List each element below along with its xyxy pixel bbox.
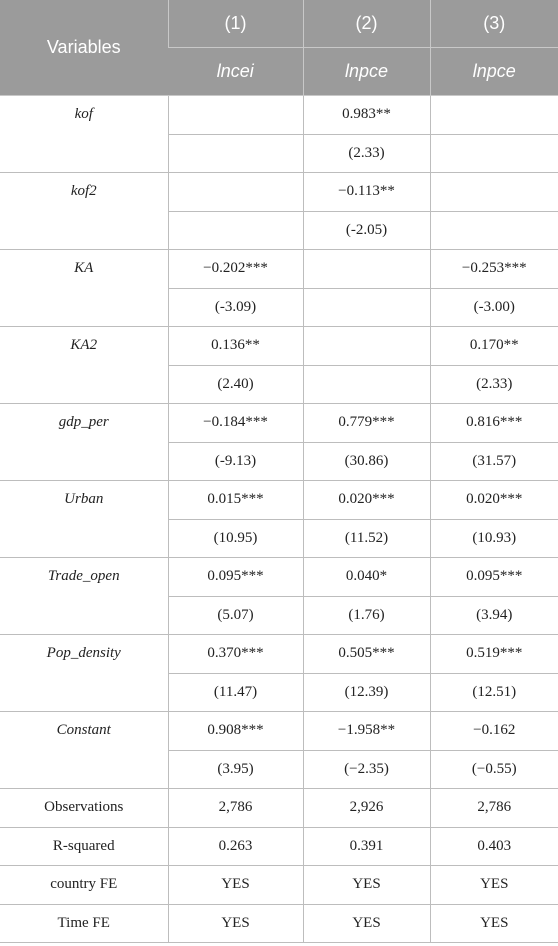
tstat-cell: (12.39): [303, 673, 430, 712]
variable-name: Urban: [0, 481, 168, 558]
statistic-value: YES: [303, 866, 430, 905]
tstat-cell: (2.33): [303, 134, 430, 173]
table-row: [0, 789, 558, 828]
variable-name: KA2: [0, 327, 168, 404]
tstat-cell: (10.93): [430, 519, 558, 558]
tstat-cell: [430, 211, 558, 250]
statistic-value: 2,786: [168, 789, 303, 828]
tstat-cell: (10.95): [168, 519, 303, 558]
tstat-cell: (11.47): [168, 673, 303, 712]
tstat-cell: (12.51): [430, 673, 558, 712]
statistic-value: 0.263: [168, 827, 303, 866]
table-row: [0, 250, 558, 289]
coefficient-cell: [168, 173, 303, 212]
coefficient-cell: [303, 250, 430, 289]
statistic-value: 2,926: [303, 789, 430, 828]
coefficient-cell: [430, 96, 558, 135]
coefficient-cell: 0.020***: [303, 481, 430, 520]
table-row: [0, 404, 558, 443]
column-depvar-2: lnpce: [303, 48, 430, 96]
table-header: [0, 0, 558, 96]
statistic-label: country FE: [0, 866, 168, 905]
statistic-value: 0.403: [430, 827, 558, 866]
table-row: [0, 327, 558, 366]
column-number-2: (2): [303, 0, 430, 48]
coefficient-cell: −0.253***: [430, 250, 558, 289]
tstat-cell: (2.40): [168, 365, 303, 404]
table-body: [0, 96, 558, 943]
variable-name: Constant: [0, 712, 168, 789]
coefficient-cell: [430, 173, 558, 212]
statistic-value: YES: [303, 904, 430, 943]
variables-header: Variables: [0, 0, 168, 96]
table-row: [0, 827, 558, 866]
coefficient-cell: 0.015***: [168, 481, 303, 520]
coefficient-cell: [168, 96, 303, 135]
tstat-cell: (-9.13): [168, 442, 303, 481]
coefficient-cell: 0.779***: [303, 404, 430, 443]
coefficient-cell: 0.020***: [430, 481, 558, 520]
table-row: [0, 481, 558, 520]
table-row: [0, 173, 558, 212]
coefficient-cell: −0.113**: [303, 173, 430, 212]
variable-name: kof2: [0, 173, 168, 250]
statistic-value: 2,786: [430, 789, 558, 828]
variable-name: Pop_density: [0, 635, 168, 712]
coefficient-cell: 0.908***: [168, 712, 303, 751]
column-number-3: (3): [430, 0, 558, 48]
coefficient-cell: 0.505***: [303, 635, 430, 674]
coefficient-cell: 0.095***: [430, 558, 558, 597]
tstat-cell: (3.95): [168, 750, 303, 789]
coefficient-cell: 0.095***: [168, 558, 303, 597]
statistic-label: R-squared: [0, 827, 168, 866]
tstat-cell: (5.07): [168, 596, 303, 635]
tstat-cell: (30.86): [303, 442, 430, 481]
coefficient-cell: −0.162: [430, 712, 558, 751]
tstat-cell: (3.94): [430, 596, 558, 635]
tstat-cell: [303, 288, 430, 327]
tstat-cell: (-3.09): [168, 288, 303, 327]
table-row: [0, 904, 558, 943]
variable-name: gdp_per: [0, 404, 168, 481]
tstat-cell: (1.76): [303, 596, 430, 635]
table-row: [0, 712, 558, 751]
tstat-cell: (-3.00): [430, 288, 558, 327]
statistic-value: YES: [430, 866, 558, 905]
tstat-cell: [430, 134, 558, 173]
statistic-value: YES: [168, 866, 303, 905]
variable-name: KA: [0, 250, 168, 327]
column-depvar-1: lncei: [168, 48, 303, 96]
tstat-cell: [303, 365, 430, 404]
coefficient-cell: −0.202***: [168, 250, 303, 289]
variable-name: kof: [0, 96, 168, 173]
coefficient-cell: 0.040*: [303, 558, 430, 597]
statistic-label: Time FE: [0, 904, 168, 943]
tstat-cell: (-2.05): [303, 211, 430, 250]
tstat-cell: (−0.55): [430, 750, 558, 789]
statistic-value: YES: [430, 904, 558, 943]
coefficient-cell: 0.170**: [430, 327, 558, 366]
column-depvar-3: lnpce: [430, 48, 558, 96]
statistic-value: YES: [168, 904, 303, 943]
tstat-cell: [168, 134, 303, 173]
table-row: [0, 866, 558, 905]
table-row: [0, 96, 558, 135]
coefficient-cell: 0.519***: [430, 635, 558, 674]
table-row: [0, 635, 558, 674]
tstat-cell: (2.33): [430, 365, 558, 404]
variable-name: Trade_open: [0, 558, 168, 635]
coefficient-cell: 0.136**: [168, 327, 303, 366]
coefficient-cell: [303, 327, 430, 366]
table-row: [0, 558, 558, 597]
tstat-cell: (31.57): [430, 442, 558, 481]
tstat-cell: [168, 211, 303, 250]
coefficient-cell: −1.958**: [303, 712, 430, 751]
statistic-value: 0.391: [303, 827, 430, 866]
coefficient-cell: −0.184***: [168, 404, 303, 443]
coefficient-cell: 0.816***: [430, 404, 558, 443]
statistic-label: Observations: [0, 789, 168, 828]
tstat-cell: (11.52): [303, 519, 430, 558]
column-number-1: (1): [168, 0, 303, 48]
coefficient-cell: 0.983**: [303, 96, 430, 135]
tstat-cell: (−2.35): [303, 750, 430, 789]
coefficient-cell: 0.370***: [168, 635, 303, 674]
